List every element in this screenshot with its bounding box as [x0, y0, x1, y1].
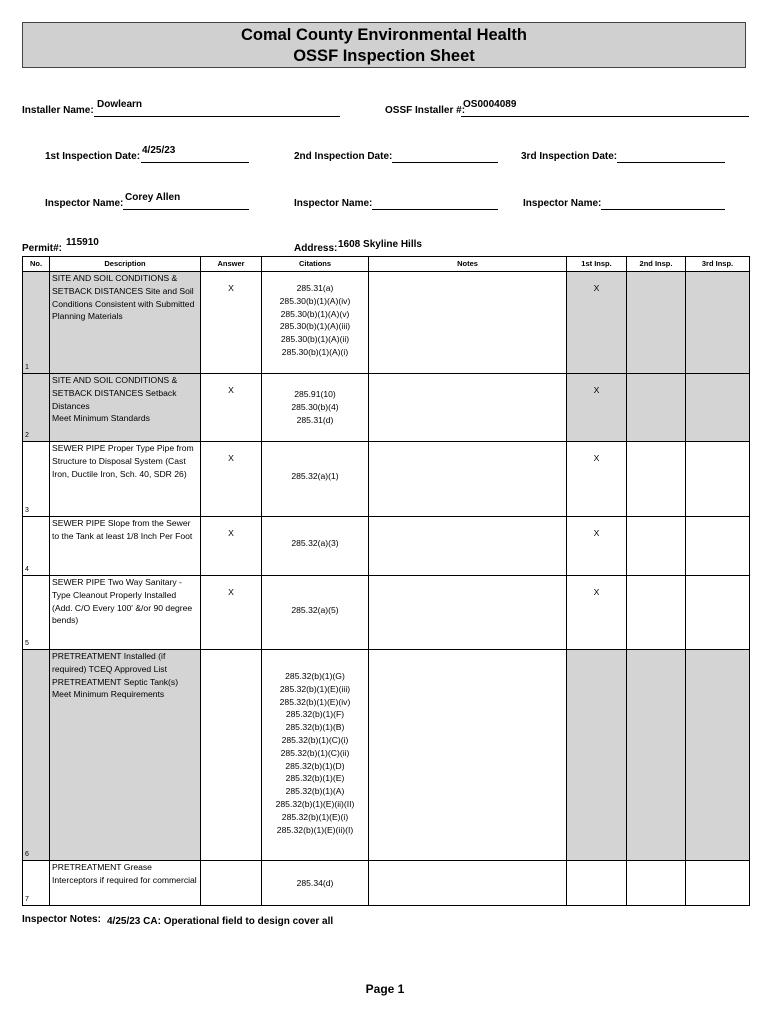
table-row [23, 442, 750, 517]
row-answer[interactable]: X [201, 517, 262, 576]
row-citations: 285.34(d) [262, 861, 369, 906]
row-insp3[interactable] [686, 517, 750, 576]
installer-number-line [461, 116, 749, 117]
row-number-cell [23, 650, 50, 861]
row-citations: 285.32(a)(1) [262, 442, 369, 517]
row-number: 3 [25, 507, 29, 514]
row-number-cell [23, 374, 50, 442]
row-insp1[interactable]: X [567, 517, 627, 576]
row-insp1[interactable]: X [567, 442, 627, 517]
col-header-answer: Answer [201, 257, 262, 272]
inspector3-name-label: Inspector Name: [523, 198, 602, 209]
table-row [23, 650, 750, 861]
third-inspection-date-line[interactable] [617, 162, 725, 163]
row-notes[interactable] [369, 374, 567, 442]
row-number-cell [23, 272, 50, 374]
row-number-cell [23, 576, 50, 650]
row-number-cell [23, 861, 50, 906]
row-number-cell [23, 517, 50, 576]
second-inspection-date-line[interactable] [392, 162, 498, 163]
row-citations: 285.32(a)(5) [262, 576, 369, 650]
row-number: 2 [25, 432, 29, 439]
address-value[interactable]: 1608 Skyline Hills [338, 239, 422, 250]
row-insp2[interactable] [627, 374, 686, 442]
col-header-insp1: 1st Insp. [567, 257, 627, 272]
row-description: PRETREATMENT Installed (if required) TCEQ Approved List PRETREATMENT Septic Tank(s) Meet Minimum Requirements [50, 650, 201, 861]
row-insp3[interactable] [686, 576, 750, 650]
inspection-table [22, 256, 750, 906]
row-citations: 285.32(b)(1)(G) 285.32(b)(1)(E)(iii) 285.32(b)(1)(E)(iv) 285.32(b)(1)(F) 285.32(b)(1)(B) 285.32(b)(1)(C)(i) 285.32(b)(1)(C)(ii) 285.32(b)(1)(D) 285.32(b)(1)(E) 285.32(b)(1)(A) 285.32(b)(1)(E)(ii)(II) 285.32(b)(1)(E)(i) 285.32(b)(1)(E)(ii)(I) [262, 650, 369, 861]
col-header-insp2: 2nd Insp. [627, 257, 686, 272]
row-insp2[interactable] [627, 650, 686, 861]
installer-name-value[interactable]: Dowlearn [97, 99, 143, 110]
installer-name-line [94, 116, 340, 117]
form-title-line2: OSSF Inspection Sheet [293, 47, 475, 65]
permit-label: Permit#: [22, 243, 63, 254]
row-insp3[interactable] [686, 650, 750, 861]
row-notes[interactable] [369, 861, 567, 906]
first-inspection-date-value[interactable]: 4/25/23 [142, 145, 176, 156]
row-description: SEWER PIPE Proper Type Pipe from Structure to Disposal System (Cast Iron, Ductile Iron, Sch. 40, SDR 26) [50, 442, 201, 517]
row-insp3[interactable] [686, 374, 750, 442]
first-inspection-date-label: 1st Inspection Date: [45, 151, 141, 162]
row-insp1[interactable] [567, 861, 627, 906]
row-answer[interactable]: X [201, 576, 262, 650]
col-header-notes: Notes [369, 257, 567, 272]
table-row [23, 861, 750, 906]
row-description: SITE AND SOIL CONDITIONS & SETBACK DISTANCES Site and Soil Conditions Consistent with Submitted Planning Materials [50, 272, 201, 374]
table-row [23, 374, 750, 442]
row-citations: 285.31(a) 285.30(b)(1)(A)(iv) 285.30(b)(1)(A)(v) 285.30(b)(1)(A)(iii) 285.30(b)(1)(A)(ii) 285.30(b)(1)(A)(i) [262, 272, 369, 374]
row-description: SEWER PIPE Slope from the Sewer to the Tank at least 1/8 Inch Per Foot [50, 517, 201, 576]
third-inspection-date-label: 3rd Inspection Date: [521, 151, 618, 162]
row-citations: 285.32(a)(3) [262, 517, 369, 576]
row-answer[interactable]: X [201, 442, 262, 517]
table-row [23, 272, 750, 374]
inspector2-name-line[interactable] [372, 209, 498, 210]
form-title-box [22, 22, 746, 68]
row-insp1[interactable]: X [567, 576, 627, 650]
permit-value[interactable]: 115910 [66, 237, 99, 248]
installer-name-label: Installer Name: [22, 105, 94, 116]
row-number: 6 [25, 851, 29, 858]
row-insp3[interactable] [686, 272, 750, 374]
row-insp1[interactable] [567, 650, 627, 861]
first-inspection-date-line [141, 162, 249, 163]
inspector-notes-value[interactable]: 4/25/23 CA: Operational field to design cover all [107, 916, 334, 927]
row-number: 1 [25, 364, 29, 371]
row-notes[interactable] [369, 650, 567, 861]
row-description: SITE AND SOIL CONDITIONS & SETBACK DISTANCES Setback Distances Meet Minimum Standards [50, 374, 201, 442]
installer-number-value[interactable]: OS0004089 [463, 99, 517, 110]
row-number-cell [23, 442, 50, 517]
row-insp3[interactable] [686, 442, 750, 517]
row-insp3[interactable] [686, 861, 750, 906]
inspector-notes-label: Inspector Notes: [22, 914, 101, 925]
installer-number-label: OSSF Installer #: [385, 105, 466, 116]
row-citations: 285.91(10) 285.30(b)(4) 285.31(d) [262, 374, 369, 442]
row-insp1[interactable]: X [567, 272, 627, 374]
address-label: Address: [294, 243, 338, 254]
inspector1-name-label: Inspector Name: [45, 198, 124, 209]
table-row [23, 576, 750, 650]
form-title-line1: Comal County Environmental Health [240, 26, 528, 44]
row-answer[interactable]: X [201, 272, 262, 374]
row-number: 7 [25, 896, 29, 903]
row-insp2[interactable] [627, 442, 686, 517]
inspector1-name-line [123, 209, 249, 210]
inspector2-name-label: Inspector Name: [294, 198, 373, 209]
table-row [23, 517, 750, 576]
row-notes[interactable] [369, 517, 567, 576]
col-header-description: Description [50, 257, 201, 272]
col-header-insp3: 3rd Insp. [686, 257, 750, 272]
row-insp2[interactable] [627, 517, 686, 576]
page-number: Page 1 [365, 982, 405, 996]
row-insp2[interactable] [627, 861, 686, 906]
col-header-no: No. [23, 257, 50, 272]
row-number: 4 [25, 566, 29, 573]
row-description: PRETREATMENT Grease Interceptors if required for commercial [50, 861, 201, 906]
inspector3-name-line[interactable] [601, 209, 725, 210]
row-number: 5 [25, 640, 29, 647]
row-notes[interactable] [369, 272, 567, 374]
row-insp2[interactable] [627, 272, 686, 374]
row-insp2[interactable] [627, 576, 686, 650]
row-answer[interactable] [201, 861, 262, 906]
row-notes[interactable] [369, 442, 567, 517]
col-header-citations: Citations [262, 257, 369, 272]
row-notes[interactable] [369, 576, 567, 650]
row-description: SEWER PIPE Two Way Sanitary - Type Cleanout Properly Installed (Add. C/O Every 100' &/or 90 degree bends) [50, 576, 201, 650]
row-answer[interactable] [201, 650, 262, 861]
inspector1-name-value[interactable]: Corey Allen [125, 192, 181, 203]
row-answer[interactable]: X [201, 374, 262, 442]
second-inspection-date-label: 2nd Inspection Date: [294, 151, 393, 162]
table-header-row [23, 257, 750, 272]
row-insp1[interactable]: X [567, 374, 627, 442]
